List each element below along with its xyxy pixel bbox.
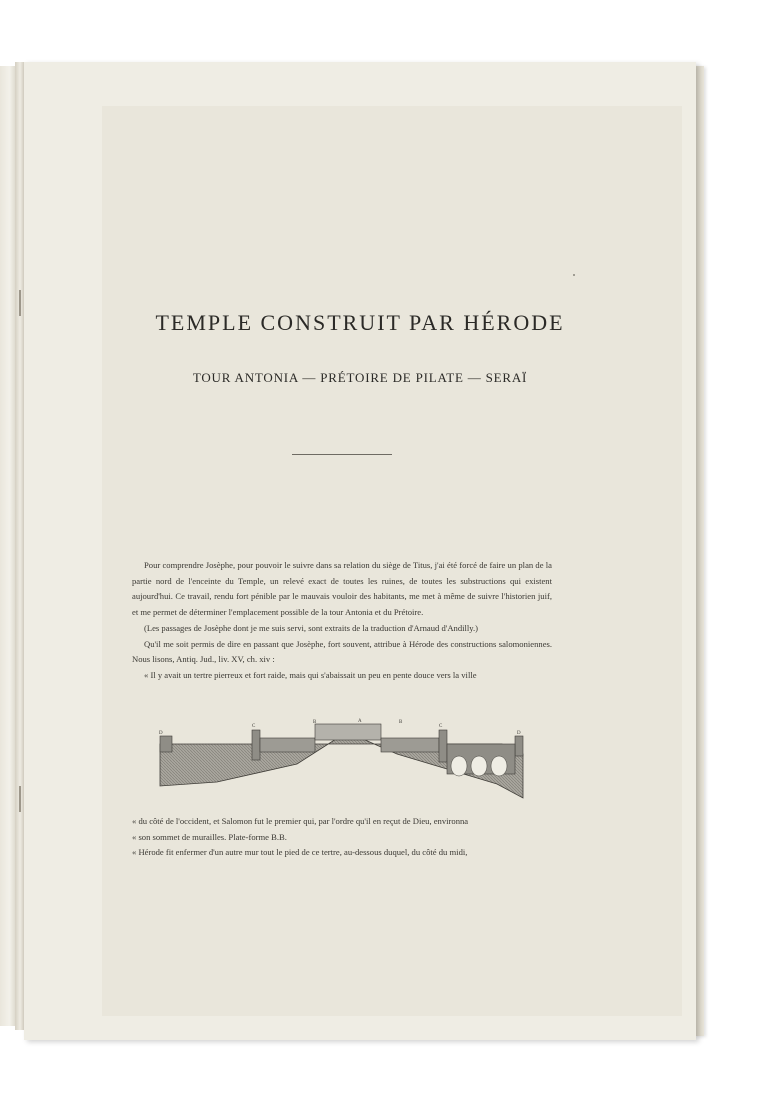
body-text (132, 558, 552, 684)
quotation-line: « du côté de l'occident, et Salomon fut le premier qui, par l'ordre qu'il en reçut de Dieu, environna (132, 816, 469, 826)
left-step-wall (252, 730, 260, 760)
binding-stitch (19, 290, 21, 316)
title-divider (292, 454, 392, 455)
quotation-line: « Hérode fit enfermer d'un autre mur tout le pied de ce tertre, au-dessous duquel, du côté du midi, (132, 847, 468, 858)
page-subtitle: TOUR ANTONIA — PRÉTOIRE DE PILATE — SERAÏ (192, 370, 528, 385)
binding-stitch (19, 786, 21, 812)
paragraph: Pour comprendre Josèphe, pour pouvoir le suivre dans sa relation du siège de Titus, j'ai été forcé de faire un plan de la partie nord de l'enceinte du Temple, un relevé exact de toutes les ruines, de toutes les substructions qui existent aujourd'hui. Ce travail, rendu fort pénible par le mauvais vouloir des habitants, me met à même de suivre l'historien juif, et me permet de déterminer l'emplacement possible de la tour Antonia et du Prétoire. (132, 560, 552, 618)
quotation-line: « Il y avait un tertre pierreux et fort raide, mais qui s'abaissait un peu en pente douce vers la ville (144, 669, 477, 680)
diagram-label: A (358, 719, 362, 724)
page-speck (573, 274, 575, 276)
book-page (24, 62, 696, 1040)
continuation-text (132, 814, 552, 861)
diagram-label: D (159, 731, 163, 736)
arch (471, 756, 487, 776)
page-title: TEMPLE CONSTRUIT PAR HÉRODE (155, 310, 565, 335)
platform-left (260, 738, 315, 752)
arch (491, 756, 507, 776)
arch (451, 756, 467, 776)
diagram-label: C (439, 724, 443, 729)
diagram-label: C (252, 724, 256, 729)
paragraph: Qu'il me soit permis de dire en passant que Josèphe, fort souvent, attribue à Hérode des constructions salomoniennes. Nous lisons, Antiq. Jud., liv. XV, ch. xiv : (132, 638, 552, 665)
temple-section-diagram (157, 714, 527, 804)
quotation-line: « son sommet de murailles. Plate-forme B.B. (132, 831, 287, 842)
right-wall-tower (515, 736, 523, 756)
right-step-wall (439, 730, 447, 762)
central-platform (315, 724, 381, 740)
diagram-label: B (313, 720, 317, 725)
left-wall-tower (160, 736, 172, 752)
platform-right (381, 738, 439, 752)
diagram-label: D (517, 731, 521, 736)
paragraph: (Les passages de Josèphe dont je me suis servi, sont extraits de la traduction d'Arnaud d'Andilly.) (144, 622, 479, 633)
diagram-label: B (399, 720, 403, 725)
